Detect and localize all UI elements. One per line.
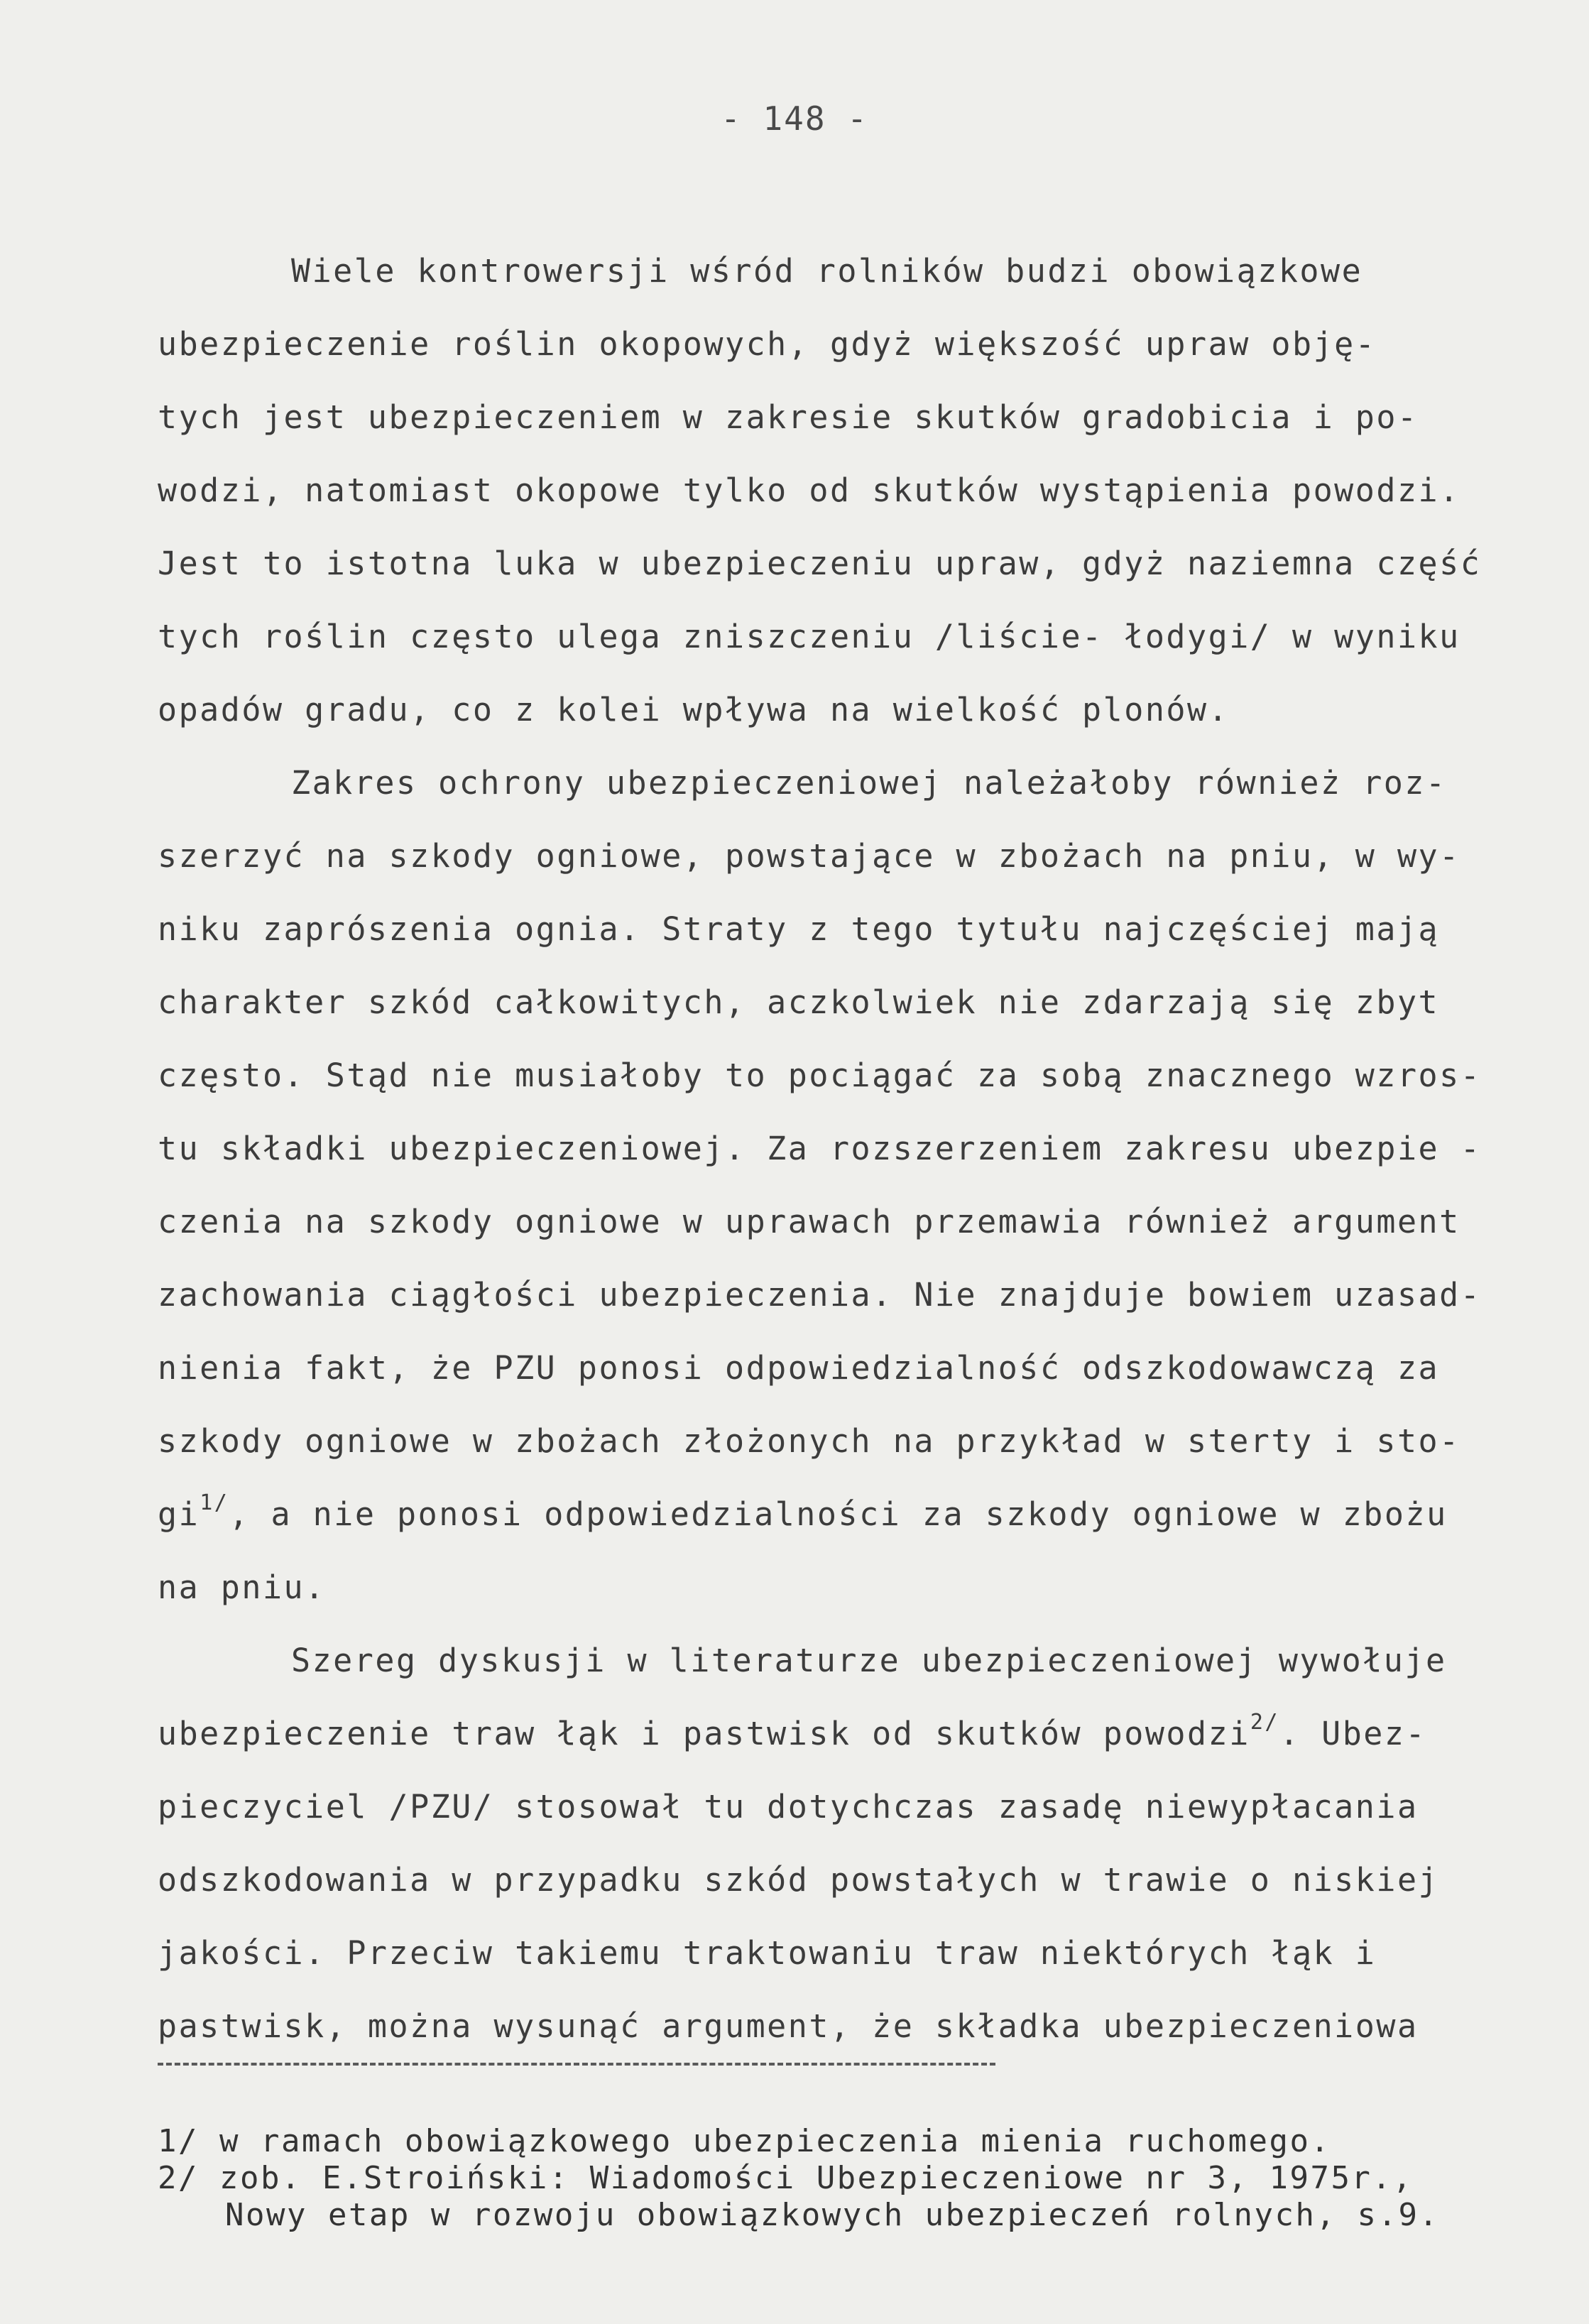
text-line: Zakres ochrony ubezpieczeniowej należałoby również roz- xyxy=(291,764,1447,802)
body-text xyxy=(158,234,1521,2063)
text-segment: . Ubez- xyxy=(1279,1715,1427,1752)
footnote-ref-2: 2/ xyxy=(1250,1710,1279,1735)
text-line: szerzyć na szkody ogniowe, powstające w zbożach na pniu, w wy- xyxy=(158,837,1460,875)
text-line: na pniu. xyxy=(158,1569,326,1606)
footnotes xyxy=(158,2123,1507,2234)
text-line: odszkodowania w przypadku szkód powstałych w trawie o niskiej xyxy=(158,1861,1440,1899)
text-line: Szereg dyskusji w literaturze ubezpieczeniowej wywołuje xyxy=(291,1642,1447,1679)
text-line: opadów gradu, co z kolei wpływa na wielkość plonów. xyxy=(158,691,1230,729)
footnote-1: 1/ w ramach obowiązkowego ubezpieczenia mienia ruchomego. xyxy=(158,2123,1331,2159)
footnote-2: 2/ zob. E.Stroiński: Wiadomości Ubezpieczeniowe nr 3, 1975r., xyxy=(158,2160,1414,2196)
footnote-2-continuation: Nowy etap w rozwoju obowiązkowych ubezpieczeń rolnych, s.9. xyxy=(225,2197,1440,2233)
text-line: tych jest ubezpieczeniem w zakresie skutków gradobicia i po- xyxy=(158,398,1419,436)
text-line: tych roślin często ulega zniszczeniu /liście- łodygi/ w wyniku xyxy=(158,618,1460,655)
text-line: zachowania ciągłości ubezpieczenia. Nie znajduje bowiem uzasad- xyxy=(158,1276,1482,1314)
text-line: Jest to istotna luka w ubezpieczeniu upraw, gdyż naziemna część xyxy=(158,545,1482,582)
text-line: szkody ogniowe w zbożach złożonych na przykład w sterty i sto- xyxy=(158,1422,1460,1460)
text-line: Wiele kontrowersji wśród rolników budzi obowiązkowe xyxy=(291,252,1363,290)
text-line-with-footnote-ref xyxy=(158,1697,1521,1770)
text-line: nienia fakt, że PZU ponosi odpowiedzialność odszkodowawczą za xyxy=(158,1349,1440,1387)
text-line: tu składki ubezpieczeniowej. Za rozszerzeniem zakresu ubezpie - xyxy=(158,1130,1482,1167)
text-line: pastwisk, można wysunąć argument, że składka ubezpieczeniowa xyxy=(158,2007,1419,2045)
text-line: charakter szkód całkowitych, aczkolwiek nie zdarzają się zbyt xyxy=(158,983,1440,1021)
text-line: często. Stąd nie musiałoby to pociągać za sobą znacznego wzros- xyxy=(158,1057,1482,1094)
text-line: niku zaprószenia ognia. Straty z tego tytułu najczęściej mają xyxy=(158,910,1440,948)
page-number: - 148 - xyxy=(721,99,868,138)
text-line: jakości. Przeciw takiemu traktowaniu traw niektórych łąk i xyxy=(158,1934,1377,1972)
text-line: wodzi, natomiast okopowe tylko od skutków wystąpienia powodzi. xyxy=(158,471,1460,509)
text-segment: ubezpieczenie traw łąk i pastwisk od skutków powodzi xyxy=(158,1715,1250,1752)
text-line: czenia na szkody ogniowe w uprawach przemawia również argument xyxy=(158,1203,1460,1240)
text-line: pieczyciel /PZU/ stosował tu dotychczas zasadę niewypłacania xyxy=(158,1788,1419,1826)
text-line: ubezpieczenie roślin okopowych, gdyż większość upraw obję- xyxy=(158,325,1377,363)
footnote-ref-1: 1/ xyxy=(200,1490,229,1515)
text-segment: , a nie ponosi odpowiedzialności za szkody ogniowe w zbożu xyxy=(229,1495,1448,1533)
text-segment: gi xyxy=(158,1495,200,1533)
text-line-with-footnote-ref xyxy=(158,1478,1521,1551)
footnote-separator xyxy=(158,2063,995,2066)
